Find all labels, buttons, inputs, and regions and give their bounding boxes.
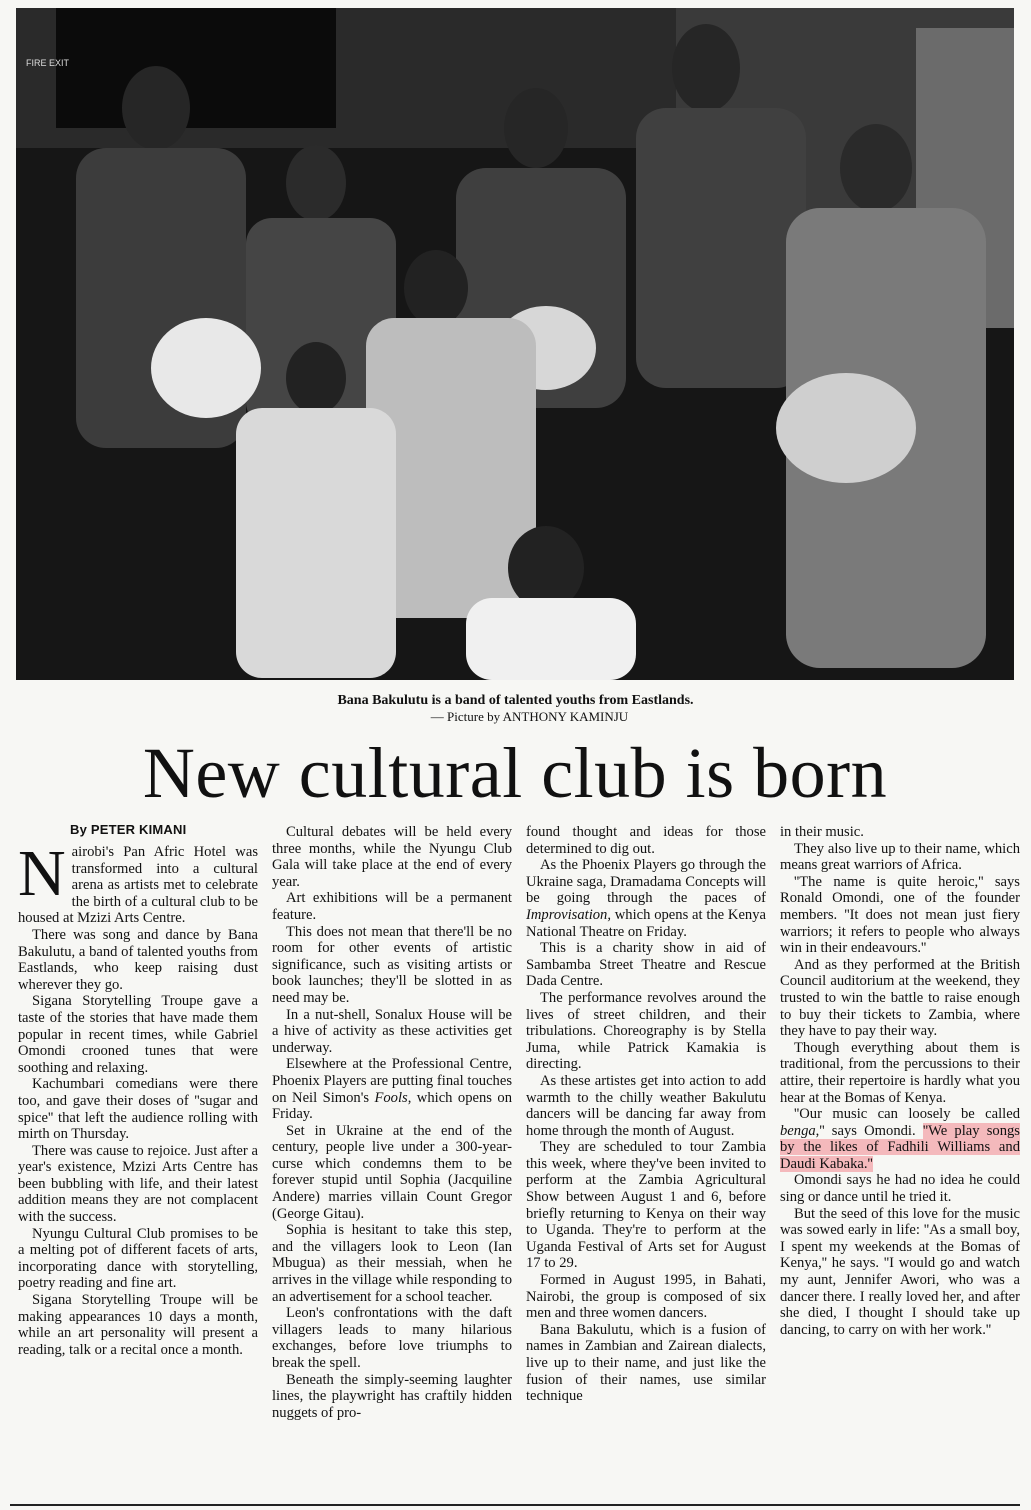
paragraph: They also live up to their name, which means great warriors of Africa. <box>780 840 1020 874</box>
paragraph: Leon's confrontations with the daft villagers leads to many hilarious exchanges, before love triumphs to break the spell. <box>272 1305 512 1371</box>
group-photo-illustration <box>16 8 1014 680</box>
paragraph: Formed in August 1995, in Bahati, Nairobi, the group is composed of six men and three women dancers. <box>526 1272 766 1322</box>
paragraph-text: Elsewhere at the Professional Centre, Phoenix Players are putting final touches on Neil Simon's <box>272 1056 512 1106</box>
paragraph: There was cause to rejoice. Just after a year's existence, Mzizi Arts Centre has been bubbling with life, and their latest addition means they are not complacent with the success. <box>18 1142 258 1226</box>
paragraph: Though everything about them is traditional, from the percussions to their attire, their repertoire is hardly what you hear at the Bomas of Kenya. <box>780 1039 1020 1106</box>
highlighted-quote: ''We play songs by the likes of Fadhili Williams and Daudi Kabaka.'' <box>780 1122 1020 1172</box>
paragraph: Bana Bakulutu, which is a fusion of names in Zambian and Zairean dialects, live up to their name, and just like the fusion of their names, use similar technique <box>526 1321 766 1405</box>
drop-cap: N <box>18 837 66 910</box>
paragraph: in their music. <box>780 824 864 840</box>
byline: By PETER KIMANI <box>70 822 187 837</box>
paragraph: The performance revolves around the lives of street children, and their tribulations. Choreography is by Stella Juma, while Patrick Kamakia is directing. <box>526 989 766 1073</box>
paragraph: found thought and ideas for those determined to dig out. <box>526 824 766 857</box>
fire-exit-sign: FIRE EXIT <box>26 58 70 68</box>
photo-credit: — Picture by ANTHONY KAMINJU <box>430 709 629 724</box>
photo-caption <box>0 693 1031 725</box>
paragraph-text: ''Our music can loosely be called <box>794 1106 1020 1123</box>
paragraph: Art exhibitions will be a permanent feature. <box>272 890 512 923</box>
paragraph-text: , which opens on Friday. <box>272 1089 512 1123</box>
paragraph: In a nut-shell, Sonalux House will be a hive of activity as these activities get underway. <box>272 1006 512 1056</box>
play-title: Fools <box>374 1089 408 1106</box>
paragraph: Kachumbari comedians were there too, and gave their doses of ''sugar and spice'' that left the audience rolling with mirth on Thursday. <box>18 1076 258 1143</box>
paragraph: There was song and dance by Bana Bakulutu, a band of talented youths from Eastlands, who keep raising dust wherever they go. <box>18 926 258 993</box>
paragraph: This does not mean that there'll be no room for other events of artistic significance, such as visiting artists or book launches; they'll be slotted in as need may be. <box>272 923 512 1006</box>
article-column-3 <box>526 824 766 1405</box>
article-column-2 <box>272 824 512 1421</box>
paragraph: As these artistes get into action to add warmth to the chilly weather Bakulutu dancers will be dancing far away from home through the month of August. <box>526 1072 766 1139</box>
article-column-4 <box>780 824 1020 1338</box>
article-column-1 <box>18 837 258 1358</box>
bottom-rule <box>10 1504 1020 1506</box>
headline: New cultural club is born <box>142 733 888 813</box>
paragraph-text: which opens at the Kenya National Theatre on Friday. <box>526 906 766 940</box>
paragraph: Beneath the simply-seeming laughter lines, the playwright has craftily hidden nuggets of pro- <box>272 1371 512 1421</box>
paragraph <box>272 1056 512 1122</box>
genre-name: benga <box>780 1122 816 1139</box>
paragraph-text: airobi's Pan Afric Hotel was transformed into a cultural arena as artists met to celebrate the birth of a cultural club to be housed at Mzizi Arts Centre. <box>18 844 258 927</box>
caption-text: Bana Bakulutu is a band of talented youths from Eastlands. <box>337 693 694 708</box>
paragraph <box>526 857 766 940</box>
paragraph: But the seed of this love for the music was sowed early in life: ''As a small boy, I spent my weekends at the Bomas of Kenya,'' he says. ''I would go and watch my aunt, Jennifer Awori, who was a dancer there. I really loved her, and after she died, I thought I should take up dancing, to carry on with her work.'' <box>780 1205 1020 1338</box>
paragraph: Nyungu Cultural Club promises to be a melting pot of different facets of arts, incorporating dance with storytelling, poetry reading and fine art. <box>18 1225 258 1292</box>
paragraph: Omondi says he had no idea he could sing or dance until he tried it. <box>780 1172 1020 1206</box>
paragraph: Sigana Storytelling Troupe will be making appearances 10 days a month, while an art personality will present a reading, talk or a recital once a month. <box>18 1292 258 1358</box>
paragraph: Cultural debates will be held every three months, while the Nyungu Club Gala will take place at the end of every year. <box>272 824 512 890</box>
paragraph: Sophia is hesitant to take this step, and the villagers look to Leon (Ian Mbugua) as their messiah, when he arrives in the village while responding to an advertisement for a school teacher. <box>272 1222 512 1305</box>
paragraph: And as they performed at the British Council auditorium at the weekend, they trusted to win the battle to raise enough to buy their tickets to Zambia, where they have to pay their way. <box>780 956 1020 1040</box>
paragraph: They are scheduled to tour Zambia this week, where they've been invited to perform at the Zambia Agricultural Show between August 1 and 6, before briefly returning to Kenya on their way to Uganda. They're to perform at the Uganda Festival of Arts set for August 17 to 29. <box>526 1139 766 1272</box>
paragraph: This is a charity show in aid of Sambamba Street Theatre and Rescue Dada Centre. <box>526 940 766 990</box>
paragraph <box>18 837 258 927</box>
paragraph: Sigana Storytelling Troupe gave a taste of the stories that have made them popular in recent times, while Gabriel Omondi crooned tunes that were soothing and relaxing. <box>18 993 258 1076</box>
paragraph: Set in Ukraine at the end of the century, people live under a 300-year-curse which condemns them to be forever stupid until Sophia (Jacquiline Andere) marries villain Count Gregor (George Gitau). <box>272 1122 512 1222</box>
paragraph-text: ,'' says Omondi. <box>815 1122 916 1139</box>
paragraph: ''The name is quite heroic,'' says Ronald Omondi, one of the founder members. ''It does not mean just fiery warriors; it refers to people who always win in their endeavours.'' <box>780 873 1020 957</box>
news-photo <box>16 8 1014 680</box>
paragraph-text: As the Phoenix Players go through the Ukraine saga, Dramadama Concepts will be going through the paces of <box>526 857 766 907</box>
paragraph <box>780 1106 1020 1172</box>
play-title: Improvisation, <box>526 906 611 923</box>
